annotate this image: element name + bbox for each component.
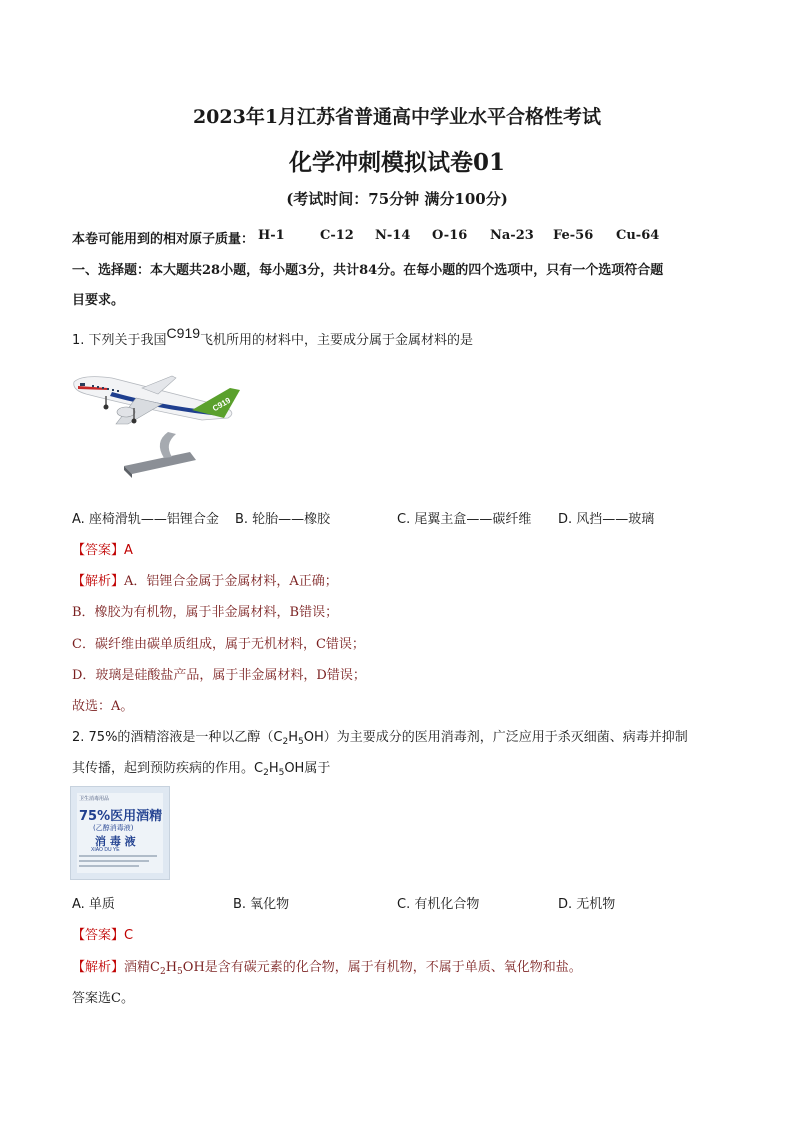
question-1-analysis-line4: D．玻璃是硅酸盐产品，属于非金属材料，D错误；: [72, 668, 366, 683]
c919-plane-image: [72, 362, 244, 478]
q2-text: OH属于: [284, 761, 331, 776]
question-1-answer: [72, 539, 133, 558]
exam-title: 2023年1月江苏省普通高中学业水平合格性考试: [192, 106, 602, 128]
q2-text: H: [288, 730, 299, 745]
q2-subscript: 2: [282, 737, 289, 747]
question-1-prefix: 1. 下列关于我国: [72, 333, 167, 348]
q2-subscript: 5: [298, 737, 304, 747]
analysis-text: 酒精C: [124, 960, 160, 975]
label-fine-print: [79, 855, 157, 857]
q2-subscript: 5: [278, 768, 285, 778]
question-2-stem-line1: [72, 726, 688, 747]
question-1-analysis-line1: [72, 570, 338, 589]
q2-text: OH）为主要成分的医用消毒剂，广泛应用于杀灭细菌、病毒并抑制: [303, 730, 688, 745]
question-2-option-a: A. 单质: [72, 897, 115, 912]
question-1-analysis-line2: B．橡胶为有机物，属于非金属材料，B错误；: [72, 605, 339, 620]
q2-text: 2. 75%的酒精溶液是一种以乙醇（C: [72, 730, 283, 745]
label-disinfectant-text: 消 毒 液: [95, 835, 136, 848]
question-2-answer: [72, 924, 133, 943]
c919-plane-illustration: [72, 362, 244, 478]
answer-value: C: [124, 928, 134, 943]
atomic-mass-line: [72, 228, 722, 246]
atomic-mass-item: Fe-56: [553, 228, 594, 243]
section-instructions-line2: 目要求。: [72, 293, 125, 308]
question-1-stem: [72, 325, 474, 348]
section-instructions-line1: 一、选择题：本大题共28小题，每小题3分，共计84分。在每小题的四个选项中，只有一个选项符合题: [72, 263, 664, 278]
answer-tag: 【答案】: [72, 928, 125, 943]
label-paren-text: (乙醇消毒液): [93, 824, 134, 832]
question-2-stem-line2: [72, 757, 330, 778]
question-1-model: C919: [166, 325, 201, 341]
label-main-text: 75%医用酒精: [79, 809, 163, 824]
q2-text: 其传播，起到预防疾病的作用。C: [72, 761, 264, 776]
question-1-option-a: A. 座椅滑轨——铝锂合金: [72, 512, 219, 527]
analysis-tag: 【解析】: [72, 574, 125, 589]
answer-value: A: [124, 543, 133, 558]
atomic-mass-item: O-16: [432, 228, 468, 243]
question-1-option-b: B. 轮胎——橡胶: [235, 512, 331, 527]
plane-tail-label: C919: [211, 395, 233, 414]
analysis-subscript: 2: [159, 967, 166, 977]
analysis-text: A．铝锂合金属于金属材料，A正确；: [124, 574, 338, 589]
question-2-option-c: C. 有机化合物: [397, 897, 480, 912]
q2-subscript: 2: [263, 768, 269, 778]
question-1-option-d: D. 风挡——玻璃: [558, 512, 655, 527]
question-1-conclusion: 故选：A。: [72, 699, 134, 714]
answer-tag: 【答案】: [72, 543, 125, 558]
question-1-suffix: 飞机所用的材料中，主要成分属于金属材料的是: [200, 333, 474, 348]
question-1-analysis-line3: C．碳纤维由碳单质组成，属于无机材料，C错误；: [72, 637, 365, 652]
atomic-mass-item: H-1: [258, 228, 285, 243]
alcohol-label-image: [70, 786, 170, 880]
analysis-text: H: [165, 960, 178, 975]
label-fine-print: [79, 860, 149, 862]
atomic-mass-item: N-14: [375, 228, 411, 243]
question-2-analysis: [72, 956, 582, 977]
label-pinyin: XIAO DU YE: [91, 847, 120, 853]
question-2-option-b: B. 氧化物: [233, 897, 290, 912]
label-fine-print: [79, 865, 139, 867]
q2-text: H: [268, 761, 279, 776]
question-2-conclusion: 答案选C。: [72, 991, 134, 1006]
atomic-mass-label: 本卷可能用到的相对原子质量：: [72, 232, 255, 247]
atomic-mass-item: Na-23: [490, 228, 534, 243]
analysis-text: OH是含有碳元素的化合物，属于有机物，不属于单质、氧化物和盐。: [182, 960, 582, 975]
atomic-mass-item: C-12: [320, 228, 354, 243]
analysis-subscript: 5: [177, 967, 183, 977]
exam-time-info: (考试时间：75分钟 满分100分): [286, 190, 508, 208]
analysis-tag: 【解析】: [72, 960, 125, 975]
atomic-mass-item: Cu-64: [616, 228, 660, 243]
question-2-option-d: D. 无机物: [558, 897, 616, 912]
question-1-option-c: C. 尾翼主盒——碳纤维: [397, 512, 532, 527]
label-small-top: 卫生消毒用品: [79, 796, 110, 802]
paper-title: 化学冲刺模拟试卷01: [288, 149, 505, 176]
